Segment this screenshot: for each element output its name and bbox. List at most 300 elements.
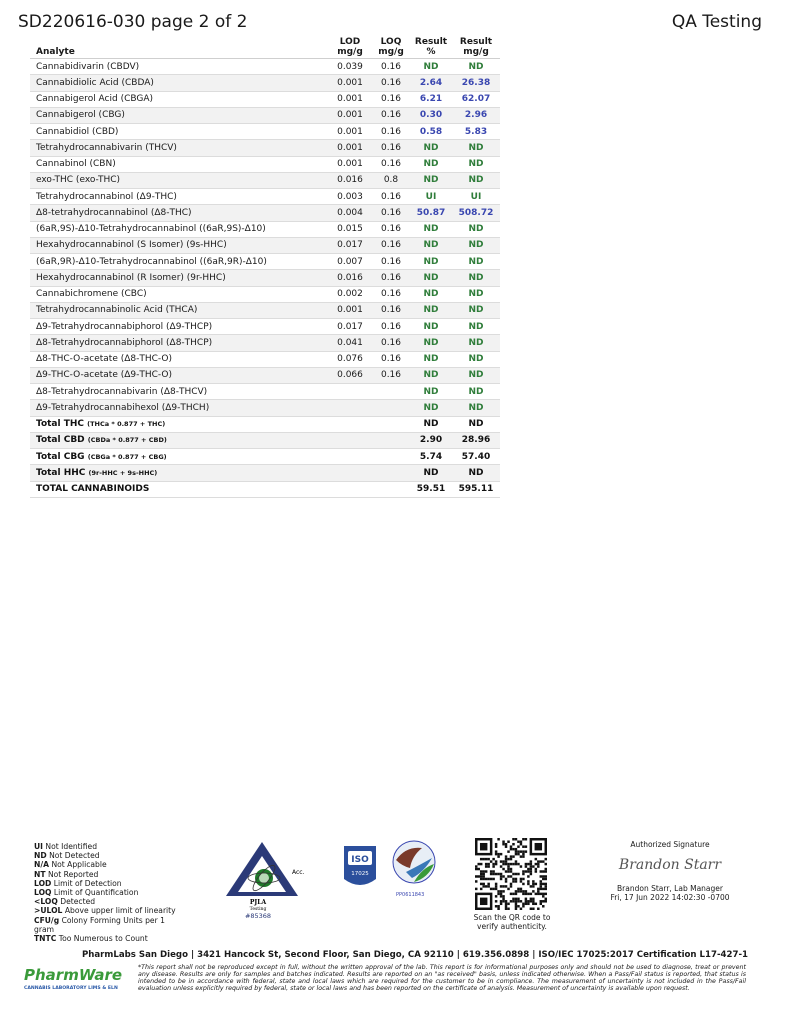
table-row [30, 59, 500, 75]
qr-module [542, 870, 544, 872]
qr-module [545, 900, 547, 902]
qr-module [495, 895, 497, 897]
qr-module [485, 885, 487, 887]
iso-label: ISO [351, 855, 369, 865]
total-label-cell [30, 449, 328, 465]
analyte-name: Δ9-THC-O-acetate (Δ9-THC-O) [30, 367, 328, 383]
qr-module [530, 900, 532, 902]
result-percent: ND [410, 335, 452, 351]
qr-module [525, 870, 527, 872]
qr-module [522, 883, 524, 885]
total-loq-empty [372, 432, 410, 448]
result-percent: 2.64 [410, 75, 452, 91]
loq-value: 0.16 [372, 351, 410, 367]
table-row [30, 400, 500, 416]
qr-module [540, 903, 542, 905]
total-lod-empty [328, 465, 372, 481]
disclaimer-text: *This report shall not be reproduced except in full, without the written approval of the lab. This report is for informational purposes only and should not be used to diagnose, treat or prevent any disease. Results are only for samples and batches indicated. Results are reported on an "as received" basis, unless indicated otherwise. When a Pass/Fail status is reported, that status is intended to be in accordance with federal, state and local laws which are required for the customer to be in compliance. The measurement of uncertainty is not included in the Pass/Fail evaluation unless explicitly required by federal, state or local laws and has been reported on the certificate of analysis. Measurement of uncertainty is available upon request. [138, 964, 746, 992]
qr-module [522, 845, 524, 847]
qr-module [532, 898, 534, 900]
qr-module [545, 898, 547, 900]
legend-item [34, 888, 184, 897]
result-mgg: ND [452, 286, 500, 302]
analyte-name: Tetrahydrocannabinolic Acid (THCA) [30, 302, 328, 318]
signature-image: Brandon Starr [618, 857, 722, 873]
qr-module [482, 858, 484, 860]
table-row [30, 91, 500, 107]
qr-module [530, 873, 532, 875]
legend-text: Limit of Detection [53, 878, 122, 888]
result-mgg: ND [452, 384, 500, 400]
qr-module [495, 845, 497, 847]
qr-module [542, 860, 544, 862]
qr-module [502, 863, 504, 865]
qr-module [502, 885, 504, 887]
qr-module [540, 880, 542, 882]
qr-module [532, 900, 534, 902]
qr-module [505, 908, 507, 910]
qr-module [492, 870, 494, 872]
qr-module [530, 860, 532, 862]
qr-module [522, 838, 524, 840]
qr-module [505, 878, 507, 880]
qr-module [500, 893, 502, 895]
table-row [30, 286, 500, 302]
result-percent: ND [410, 319, 452, 335]
loq-value: 0.16 [372, 254, 410, 270]
total-label: TOTAL CANNABINOIDS [36, 484, 150, 495]
qr-module [507, 865, 509, 867]
qr-module [545, 888, 547, 890]
qr-module [505, 903, 507, 905]
qr-module [510, 875, 512, 877]
lod-value: 0.016 [328, 270, 372, 286]
result-percent: 6.21 [410, 91, 452, 107]
qr-module [510, 863, 512, 865]
qr-module [480, 875, 482, 877]
qr-code[interactable] [475, 838, 547, 910]
lab-info-line: PharmLabs San Diego | 3421 Hancock St, Second Floor, San Diego, CA 92110 | 619.356.0898 | ISO/IEC 17025:2017 Certification L17-427-1 [81, 950, 749, 960]
qr-module [510, 868, 512, 870]
qr-module [495, 905, 497, 907]
qr-module [497, 855, 499, 857]
qr-module [482, 878, 484, 880]
total-row [30, 481, 500, 497]
qr-module [497, 873, 499, 875]
qr-module [475, 875, 477, 877]
qr-module [502, 875, 504, 877]
qr-module [520, 900, 522, 902]
qr-module [525, 903, 527, 905]
qr-module [520, 878, 522, 880]
qr-module [487, 878, 489, 880]
qr-module [530, 885, 532, 887]
loq-value: 0.16 [372, 91, 410, 107]
result-mgg: UI [452, 189, 500, 205]
legend-abbr: N/A [34, 860, 50, 870]
qr-module [497, 905, 499, 907]
qr-module [495, 863, 497, 865]
qr-module [515, 880, 517, 882]
table-row [30, 140, 500, 156]
result-mgg: ND [452, 59, 500, 75]
qr-module [480, 858, 482, 860]
total-loq-empty [372, 416, 410, 432]
result-percent: ND [410, 384, 452, 400]
total-percent: 59.51 [410, 481, 452, 497]
qr-module [490, 873, 492, 875]
qr-module [525, 850, 527, 852]
qr-module [507, 868, 509, 870]
qr-module [517, 898, 519, 900]
qr-module [545, 863, 547, 865]
qr-module [542, 875, 544, 877]
total-percent: ND [410, 465, 452, 481]
qr-module [510, 855, 512, 857]
qr-module [515, 878, 517, 880]
qr-module [482, 885, 484, 887]
lod-value: 0.017 [328, 237, 372, 253]
qr-module [497, 890, 499, 892]
pjla-sub: Testing [249, 907, 267, 912]
qr-module [512, 880, 514, 882]
page-header [18, 12, 762, 38]
loq-value: 0.16 [372, 221, 410, 237]
total-formula: (CBDa * 0.877 + CBD) [87, 436, 167, 445]
analyte-name: Cannabichromene (CBC) [30, 286, 328, 302]
qr-module [522, 903, 524, 905]
analyte-name: (6aR,9S)-Δ10-Tetrahydrocannabinol ((6aR,9S)-Δ10) [30, 221, 328, 237]
qr-module [490, 870, 492, 872]
qr-module [475, 868, 477, 870]
qr-module [505, 860, 507, 862]
qr-module [490, 888, 492, 890]
total-mgg: 28.96 [452, 432, 500, 448]
qr-module [502, 840, 504, 842]
qr-module [480, 863, 482, 865]
total-label: Total CBG [36, 451, 85, 462]
loq-value: 0.16 [372, 286, 410, 302]
total-lod-empty [328, 449, 372, 465]
qr-module [540, 885, 542, 887]
total-row [30, 465, 500, 481]
qr-module [500, 878, 502, 880]
qr-module [497, 893, 499, 895]
qr-module [515, 898, 517, 900]
lod-value: 0.001 [328, 75, 372, 91]
loq-value [372, 384, 410, 400]
qr-module [515, 908, 517, 910]
qr-module [485, 878, 487, 880]
qr-module [540, 888, 542, 890]
qr-module [532, 890, 534, 892]
analyte-name: Δ9-Tetrahydrocannabihexol (Δ9-THCH) [30, 400, 328, 416]
total-label: Total HHC [36, 467, 86, 478]
loq-value: 0.16 [372, 302, 410, 318]
loq-value: 0.16 [372, 140, 410, 156]
legend-text: Detected [60, 897, 96, 907]
legend-text: Above upper limit of linearity [64, 906, 176, 916]
qr-module [522, 870, 524, 872]
qr-module [520, 850, 522, 852]
qr-module [527, 868, 529, 870]
lod-value: 0.015 [328, 221, 372, 237]
analyte-name: Cannabidivarin (CBDV) [30, 59, 328, 75]
qr-module [507, 863, 509, 865]
qr-module [505, 885, 507, 887]
analyte-name: Δ8-Tetrahydrocannabivarin (Δ8-THCV) [30, 384, 328, 400]
qr-module [502, 898, 504, 900]
legend-abbr: LOQ [34, 888, 52, 898]
analyte-name: Δ9-Tetrahydrocannabiphorol (Δ9-THCP) [30, 319, 328, 335]
col-lod [328, 36, 372, 59]
qr-module [510, 870, 512, 872]
legend-abbr: NT [34, 869, 46, 879]
lod-value: 0.007 [328, 254, 372, 270]
col-result-pct [410, 36, 452, 59]
qr-module [480, 843, 487, 850]
qr-module [527, 880, 529, 882]
analyte-name: Tetrahydrocannabinol (Δ9-THC) [30, 189, 328, 205]
iso-badge [343, 845, 377, 891]
qr-module [525, 845, 527, 847]
table-row [30, 270, 500, 286]
legend-text: Not Reported [47, 869, 99, 879]
qr-module [500, 860, 502, 862]
qr-module [482, 883, 484, 885]
qr-module [502, 900, 504, 902]
qr-module [510, 845, 512, 847]
qr-module [500, 873, 502, 875]
qr-module [487, 865, 489, 867]
qr-module [525, 900, 527, 902]
total-formula: (THCa * 0.877 + THC) [87, 420, 166, 429]
qr-module [527, 870, 529, 872]
result-percent: 50.87 [410, 205, 452, 221]
qr-module [535, 883, 537, 885]
total-formula: (9r-HHC + 9s-HHC) [88, 468, 158, 477]
qr-module [492, 878, 494, 880]
qr-module [480, 883, 482, 885]
qr-module [515, 890, 517, 892]
qr-module [520, 880, 522, 882]
analyte-name: Δ8-Tetrahydrocannabiphorol (Δ8-THCP) [30, 335, 328, 351]
qr-module [492, 873, 494, 875]
qr-module [500, 900, 502, 902]
qr-module [507, 888, 509, 890]
qr-module [545, 883, 547, 885]
qr-module [505, 855, 507, 857]
table-row [30, 75, 500, 91]
analyte-name: Δ8-tetrahydrocannabinol (Δ8-THC) [30, 205, 328, 221]
qr-module [537, 888, 539, 890]
loq-value: 0.16 [372, 124, 410, 140]
qr-module [525, 893, 527, 895]
qr-module [500, 895, 502, 897]
qr-module [527, 883, 529, 885]
qr-module [505, 863, 507, 865]
qr-module [532, 880, 534, 882]
total-formula: (CBGa * 0.877 + CBG) [87, 452, 167, 461]
pjla-number: #85368 [244, 912, 272, 920]
signature-block [600, 840, 740, 902]
result-mgg: ND [452, 221, 500, 237]
legend-abbr: LOD [34, 878, 52, 888]
col-result-pct-label: Result % [414, 37, 448, 57]
total-label-cell [30, 416, 328, 432]
qr-module [530, 870, 532, 872]
qr-module [500, 885, 502, 887]
result-percent: ND [410, 156, 452, 172]
loq-value: 0.16 [372, 335, 410, 351]
qr-module [545, 870, 547, 872]
perry-johnson-proficiency-logo [392, 838, 436, 888]
qr-module [500, 890, 502, 892]
lab-name: QA Testing [671, 12, 762, 32]
legend-text: Not Identified [45, 842, 98, 851]
col-analyte: Analyte [30, 36, 328, 59]
legend-item [34, 860, 184, 869]
col-loq-label: LOQ mg/g [378, 37, 404, 57]
qr-module [525, 865, 527, 867]
result-percent: ND [410, 286, 452, 302]
qr-module [485, 858, 487, 860]
lod-value: 0.004 [328, 205, 372, 221]
qr-module [527, 893, 529, 895]
qr-module [495, 885, 497, 887]
qr-module [542, 883, 544, 885]
qr-module [530, 865, 532, 867]
qr-module [535, 843, 542, 850]
loq-value: 0.16 [372, 107, 410, 123]
qr-module [512, 843, 514, 845]
qr-module [542, 905, 544, 907]
table-row [30, 384, 500, 400]
qr-module [512, 855, 514, 857]
qr-module [505, 843, 507, 845]
qr-module [502, 868, 504, 870]
qr-caption: Scan the QR code to verify authenticity. [473, 913, 551, 931]
qr-module [525, 898, 527, 900]
total-lod-empty [328, 416, 372, 432]
cannabinoid-table [30, 36, 500, 498]
signer-name-title: Brandon Starr, Lab Manager [617, 884, 723, 893]
table-row [30, 254, 500, 270]
result-percent: ND [410, 140, 452, 156]
lod-value: 0.016 [328, 172, 372, 188]
total-percent: 5.74 [410, 449, 452, 465]
analyte-name: Tetrahydrocannabivarin (THCV) [30, 140, 328, 156]
qr-module [522, 853, 524, 855]
qr-module [535, 870, 537, 872]
qr-module [497, 853, 499, 855]
analyte-name: Cannabidiol (CBD) [30, 124, 328, 140]
col-result-mgg-label: Result mg/g [459, 37, 493, 57]
table-row [30, 237, 500, 253]
qr-module [537, 893, 539, 895]
loq-value: 0.16 [372, 237, 410, 253]
lod-value: 0.001 [328, 91, 372, 107]
qr-module [530, 863, 532, 865]
total-label: Total CBD [36, 435, 85, 446]
qr-module [520, 840, 522, 842]
total-label-cell [30, 465, 328, 481]
abbreviation-legend [34, 842, 184, 943]
result-percent: ND [410, 302, 452, 318]
loq-value: 0.16 [372, 270, 410, 286]
legend-item [34, 897, 184, 906]
qr-module [530, 908, 532, 910]
qr-module [507, 850, 509, 852]
legend-abbr: >ULOL [34, 906, 63, 916]
qr-module [535, 893, 537, 895]
table-row [30, 189, 500, 205]
qr-module [515, 850, 517, 852]
qr-module [487, 863, 489, 865]
qr-module [492, 865, 494, 867]
table-row [30, 319, 500, 335]
qr-module [512, 838, 514, 840]
qr-module [475, 880, 477, 882]
qr-module [517, 850, 519, 852]
qr-module [532, 908, 534, 910]
analyte-name: Cannabigerol (CBG) [30, 107, 328, 123]
qr-module [522, 893, 524, 895]
col-result-mgg [452, 36, 500, 59]
qr-module [540, 900, 542, 902]
legend-abbr: CFU/g [34, 915, 60, 925]
qr-module [517, 845, 519, 847]
lod-value: 0.001 [328, 302, 372, 318]
qr-module [500, 853, 502, 855]
qr-module [487, 858, 489, 860]
qr-module [517, 905, 519, 907]
qr-module [515, 838, 517, 840]
qr-module [495, 843, 497, 845]
analyte-name: Δ8-THC-O-acetate (Δ8-THC-O) [30, 351, 328, 367]
qr-module [532, 865, 534, 867]
result-mgg: ND [452, 140, 500, 156]
qr-module [495, 850, 497, 852]
qr-module [527, 903, 529, 905]
qr-module [540, 875, 542, 877]
total-percent: 2.90 [410, 432, 452, 448]
result-mgg: ND [452, 254, 500, 270]
qr-module [482, 873, 484, 875]
lod-value: 0.066 [328, 367, 372, 383]
qr-module [542, 888, 544, 890]
lod-value: 0.001 [328, 107, 372, 123]
result-mgg: ND [452, 335, 500, 351]
qr-module [515, 903, 517, 905]
qr-module [505, 870, 507, 872]
qr-module [517, 888, 519, 890]
qr-module [520, 865, 522, 867]
legend-item [34, 879, 184, 888]
qr-module [515, 863, 517, 865]
qr-module [507, 903, 509, 905]
legend-text: Not Detected [49, 851, 100, 861]
qr-module [542, 893, 544, 895]
legend-text: Too Numerous to Count [58, 934, 148, 944]
signature-label: Authorized Signature [630, 840, 710, 849]
qr-module [505, 845, 507, 847]
qr-module [515, 873, 517, 875]
qr-module [522, 878, 524, 880]
pharmware-logo [22, 964, 124, 992]
qr-module [485, 863, 487, 865]
total-row [30, 432, 500, 448]
